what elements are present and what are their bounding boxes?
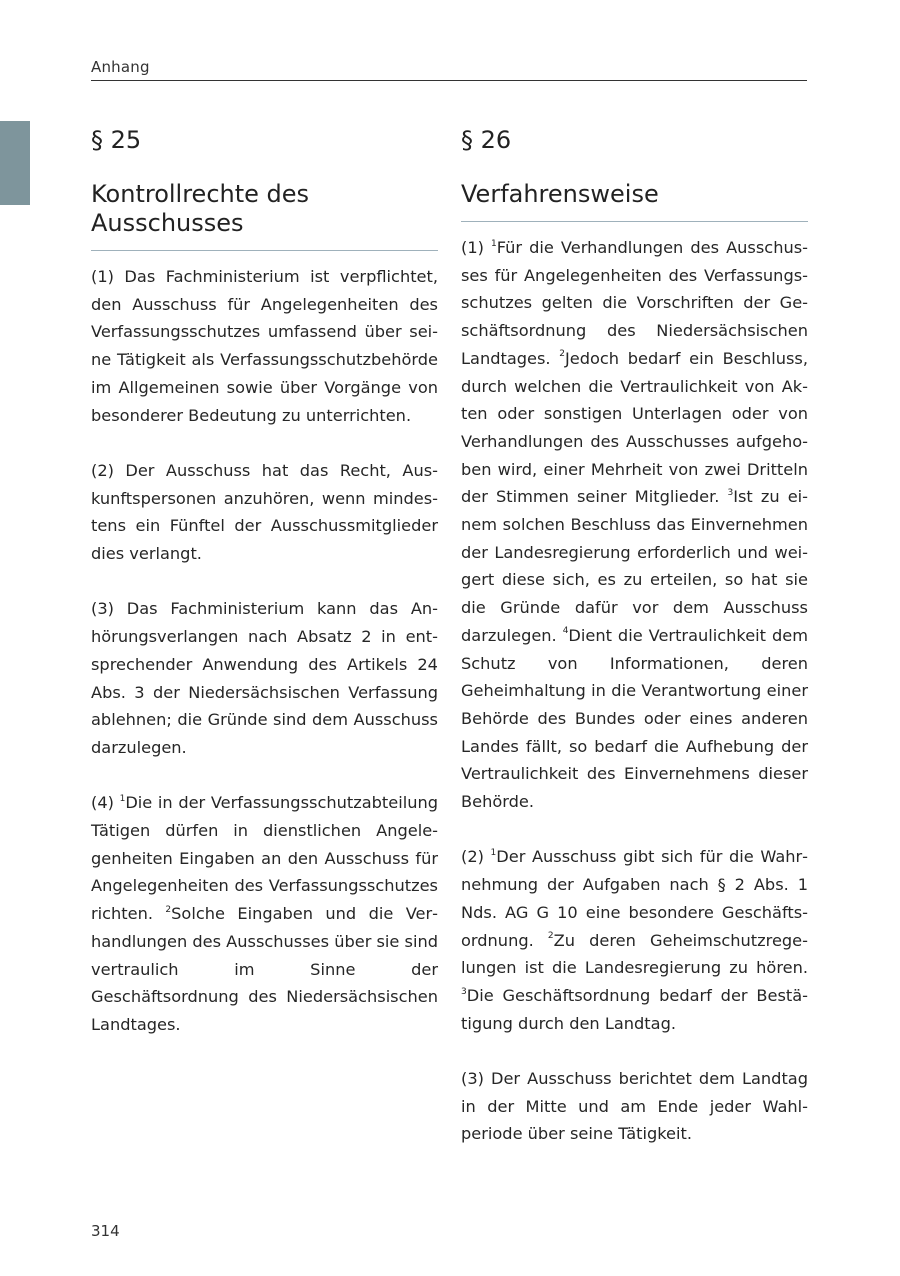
running-head: Anhang <box>91 58 150 76</box>
section-25 <box>91 124 438 1066</box>
paragraph-3: (3) Der Ausschuss berichtet dem Landtag in der Mitte und am Ende jeder Wahlperiode über seine Tätigkeit. <box>461 1069 808 1144</box>
sentence-number: 2 <box>165 904 172 915</box>
section-title-line: Ausschusses <box>91 209 244 237</box>
chapter-tab-marker <box>0 121 30 205</box>
sentence-number: 1 <box>490 848 497 859</box>
sentence-number: 3 <box>461 986 467 997</box>
sentence-number: 3 <box>727 487 734 498</box>
paragraph-2: (2) Der Ausschuss hat das Recht, Auskunftspersonen anzuhören, wenn mindestens ein Fünftel der Ausschussmitglieder dies verlangt. <box>91 460 438 564</box>
paragraph-4: (4) $^1$Die in der Verfassungsschutzabteilung Tätigen dürfen in dienstlichen Angelegenheiten Eingaben an den Ausschuss für Angelegenheiten des Verfassungsschutzes richten. $^2$Solche Eingaben und die Verhandlungen des Ausschusses über sie sind vertraulich im Sinne der Geschäftsordnung des Niedersächsischen Landtages. <box>91 793 439 1034</box>
section-title <box>91 180 438 238</box>
sentence-number: 1 <box>491 238 497 249</box>
paragraph-3: (3) Das Fachministerium kann das Anhörungsverlangen nach Absatz 2 in entsprechender Anwendung des Artikels 24 Abs. 3 der Niedersächsischen Verfassung ablehnen; die Gründe sind dem Ausschuss darzulegen. <box>91 599 438 757</box>
section-title-line: Kontrollrechte des <box>91 180 310 208</box>
paragraph-2: (2) $^1$Der Ausschuss gibt sich für die Wahrnehmung der Aufgaben nach § 2 Abs. 1 Nds. AG G 10 eine besondere Geschäftsordnung. $^2$Zu deren Geheimschutzregelungen ist die Landesregierung zu hören. $^3$Die Geschäftsordnung bedarf der Bestätigung durch den Landtag. <box>461 847 808 1033</box>
section-number: § 25 <box>91 126 142 154</box>
section-rule <box>461 221 808 222</box>
section-rule <box>91 250 438 251</box>
paragraph-1: (1) $^1$Für die Verhandlungen des Ausschusses für Angelegenheiten des Verfassungsschutzes gelten die Vorschriften der Geschäftsordnung des Niedersächsischen Landtages. $^2$Jedoch bedarf ein Beschluss, durch welchen die Vertraulichkeit von Akten oder sonstigen Unterlagen oder von Verhandlungen des Ausschusses aufgehoben wird, einer Mehrheit von zwei Dritteln der Stimmen seiner Mitglieder. $^3$Ist zu einem solchen Beschluss das Einvernehmen der Landesregierung erforderlich und weigert diese sich, es zu erteilen, so hat sie die Gründe dafür vor dem Ausschuss darzulegen. $^4$Dient die Vertraulichkeit dem Schutz von Informationen, deren Geheimhaltung in die Verantwortung einer Behörde des Bundes oder eines anderen Landes fällt, so bedarf die Aufhebung der Vertraulichkeit des Einvernehmens dieser Behörde. <box>461 238 809 812</box>
sentence-number: 2 <box>547 931 554 942</box>
section-title: Verfahrensweise <box>461 180 659 208</box>
sentence-number: 2 <box>559 349 565 360</box>
page-number: 314 <box>91 1222 120 1240</box>
section-26 <box>461 124 808 1176</box>
header-rule <box>91 80 807 81</box>
paragraph-1: (1) Das Fachministerium ist verpflichtet, den Ausschuss für Angelegenheiten des Verfassungsschutzes umfassend über seine Tätigkeit als Verfassungsschutzbehörde im Allgemeinen sowie über Vorgänge von besonderer Bedeutung zu unterrichten. <box>91 267 438 425</box>
sentence-number: 1 <box>119 793 126 804</box>
section-number: § 26 <box>461 126 512 154</box>
sentence-number: 4 <box>562 626 569 637</box>
